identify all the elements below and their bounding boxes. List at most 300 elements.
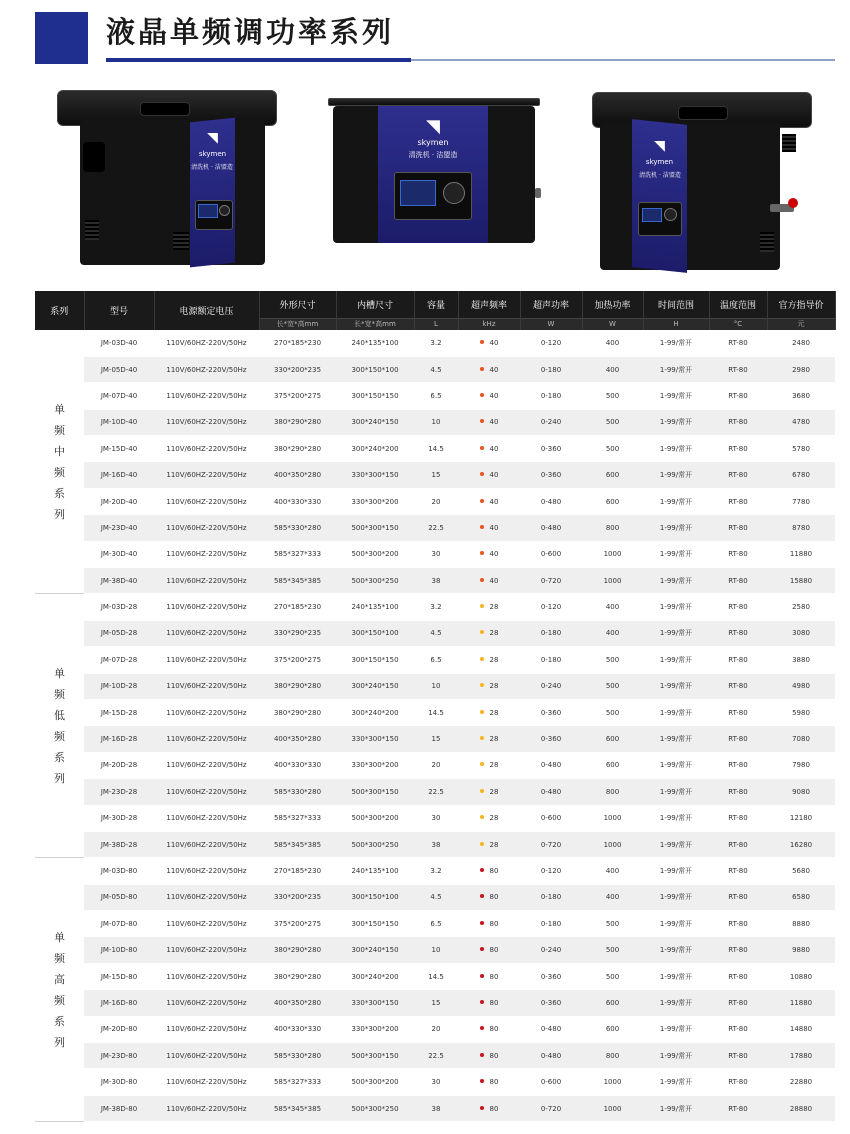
frequency-dot-icon (480, 1106, 484, 1110)
frequency-dot-icon (480, 340, 484, 344)
dolphin-logo-icon: ◥ (207, 130, 218, 146)
ultrasonic-power-cell: 0-600 (520, 541, 582, 567)
inner-size-cell: 300*150*150 (336, 911, 414, 937)
voltage-cell: 110V/60HZ-220V/50Hz (154, 911, 259, 937)
outer-size-cell: 270*185*230 (259, 330, 336, 356)
outer-size-cell: 330*290*235 (259, 620, 336, 646)
frequency-value: 28 (489, 735, 499, 744)
model-cell: JM-05D-28 (84, 620, 154, 646)
series-label-char: 频 (54, 993, 65, 1007)
series-label-char: 频 (54, 687, 65, 701)
frequency-cell (458, 409, 520, 435)
price-cell: 2480 (767, 330, 835, 356)
table-row (35, 330, 835, 356)
dolphin-logo-icon: ◥ (654, 138, 665, 154)
inner-size-cell: 300*150*100 (336, 620, 414, 646)
time-range-cell: 1-99/常开 (643, 673, 709, 699)
price-cell: 5680 (767, 858, 835, 884)
temp-range-cell: RT-80 (709, 911, 767, 937)
ultrasonic-power-cell: 0-180 (520, 647, 582, 673)
temp-range-cell: RT-80 (709, 1016, 767, 1042)
ultrasonic-power-cell: 0-240 (520, 673, 582, 699)
outer-size-cell: 585*327*333 (259, 1069, 336, 1095)
capacity-cell: 38 (414, 831, 458, 857)
table-row (35, 488, 835, 514)
capacity-cell: 15 (414, 990, 458, 1016)
frequency-cell (458, 990, 520, 1016)
table-row (35, 1069, 835, 1095)
frequency-value: 28 (489, 629, 499, 638)
voltage-cell: 110V/60HZ-220V/50Hz (154, 937, 259, 963)
col-header-time-range: 时间范围 (643, 291, 709, 318)
heating-power-cell: 600 (582, 752, 643, 778)
table-row (35, 436, 835, 462)
heating-power-cell: 400 (582, 884, 643, 910)
capacity-cell: 14.5 (414, 963, 458, 989)
capacity-cell: 22.5 (414, 1043, 458, 1069)
series-label-char: 系 (54, 486, 65, 500)
model-cell: JM-20D-40 (84, 488, 154, 514)
inner-size-cell: 300*150*100 (336, 356, 414, 382)
brand-name: skymen (417, 138, 449, 147)
frequency-cell (458, 488, 520, 514)
series-label (35, 858, 84, 1122)
ultrasonic-power-cell: 0-360 (520, 990, 582, 1016)
frequency-dot-icon (480, 604, 484, 608)
brand-name: skymen (198, 150, 227, 158)
frequency-cell (458, 805, 520, 831)
col-header-capacity: 容量 (414, 291, 458, 318)
model-cell: JM-16D-80 (84, 990, 154, 1016)
model-cell: JM-38D-40 (84, 568, 154, 594)
model-cell: JM-05D-80 (84, 884, 154, 910)
temp-range-cell: RT-80 (709, 594, 767, 620)
model-cell: JM-03D-40 (84, 330, 154, 356)
frequency-dot-icon (480, 947, 484, 951)
table-row (35, 858, 835, 884)
time-range-cell: 1-99/常开 (643, 1069, 709, 1095)
time-range-cell: 1-99/常开 (643, 1043, 709, 1069)
frequency-cell (458, 383, 520, 409)
inner-size-cell: 240*135*100 (336, 858, 414, 884)
ultrasonic-power-cell: 0-240 (520, 409, 582, 435)
frequency-dot-icon (480, 1000, 484, 1004)
capacity-cell: 38 (414, 568, 458, 594)
price-cell: 15880 (767, 568, 835, 594)
frequency-cell (458, 356, 520, 382)
model-cell: JM-23D-28 (84, 779, 154, 805)
model-cell: JM-03D-80 (84, 858, 154, 884)
voltage-cell: 110V/60HZ-220V/50Hz (154, 1043, 259, 1069)
frequency-value: 40 (489, 471, 499, 480)
temp-range-cell: RT-80 (709, 779, 767, 805)
frequency-cell (458, 831, 520, 857)
inner-size-cell: 330*300*150 (336, 462, 414, 488)
time-range-cell: 1-99/常开 (643, 937, 709, 963)
outer-size-cell: 585*345*385 (259, 831, 336, 857)
time-range-cell: 1-99/常开 (643, 541, 709, 567)
table-row (35, 963, 835, 989)
table-row (35, 911, 835, 937)
heating-power-cell: 500 (582, 963, 643, 989)
frequency-value: 80 (489, 1104, 499, 1113)
price-cell: 6580 (767, 884, 835, 910)
model-cell: JM-10D-40 (84, 409, 154, 435)
temp-range-cell: RT-80 (709, 673, 767, 699)
outer-size-cell: 585*330*280 (259, 779, 336, 805)
series-label-char: 列 (54, 1035, 65, 1049)
outer-size-cell: 400*330*330 (259, 488, 336, 514)
inner-size-cell: 300*240*150 (336, 673, 414, 699)
voltage-cell: 110V/60HZ-220V/50Hz (154, 963, 259, 989)
capacity-cell: 30 (414, 1069, 458, 1095)
capacity-cell: 10 (414, 673, 458, 699)
inner-size-cell: 300*240*200 (336, 699, 414, 725)
frequency-value: 28 (489, 655, 499, 664)
heating-power-cell: 1000 (582, 1069, 643, 1095)
series-label-char: 高 (54, 972, 65, 986)
price-cell: 2980 (767, 356, 835, 382)
price-cell: 9880 (767, 937, 835, 963)
price-cell: 3880 (767, 647, 835, 673)
model-cell: JM-16D-28 (84, 726, 154, 752)
heating-power-cell: 400 (582, 356, 643, 382)
heating-power-cell: 500 (582, 383, 643, 409)
col-header-inner-size: 内槽尺寸 (336, 291, 414, 318)
outer-size-cell: 270*185*230 (259, 594, 336, 620)
heating-power-cell: 600 (582, 990, 643, 1016)
voltage-cell: 110V/60HZ-220V/50Hz (154, 779, 259, 805)
time-range-cell: 1-99/常开 (643, 911, 709, 937)
voltage-cell: 110V/60HZ-220V/50Hz (154, 488, 259, 514)
inner-size-cell: 330*300*200 (336, 488, 414, 514)
frequency-value: 28 (489, 708, 499, 717)
price-cell: 8880 (767, 911, 835, 937)
col-header-voltage: 电源额定电压 (154, 291, 259, 330)
time-range-cell: 1-99/常开 (643, 1095, 709, 1121)
frequency-dot-icon (480, 683, 484, 687)
time-range-cell: 1-99/常开 (643, 515, 709, 541)
inner-size-cell: 500*300*200 (336, 541, 414, 567)
outer-size-cell: 375*200*275 (259, 647, 336, 673)
capacity-cell: 30 (414, 805, 458, 831)
outer-size-cell: 400*330*330 (259, 752, 336, 778)
heating-power-cell: 600 (582, 1016, 643, 1042)
table-row (35, 541, 835, 567)
outer-size-cell: 585*327*333 (259, 805, 336, 831)
frequency-dot-icon (480, 894, 484, 898)
heating-power-cell: 1000 (582, 805, 643, 831)
heating-power-cell: 400 (582, 620, 643, 646)
capacity-cell: 15 (414, 726, 458, 752)
header-accent-block (35, 12, 88, 64)
price-cell: 12180 (767, 805, 835, 831)
frequency-cell (458, 330, 520, 356)
series-label-char: 低 (54, 708, 65, 722)
ultrasonic-power-cell: 0-360 (520, 699, 582, 725)
table-row (35, 805, 835, 831)
frequency-value: 40 (489, 418, 499, 427)
price-cell: 7980 (767, 752, 835, 778)
price-cell: 5980 (767, 699, 835, 725)
inner-size-cell: 500*300*250 (336, 831, 414, 857)
inner-size-cell: 240*135*100 (336, 594, 414, 620)
frequency-value: 40 (489, 523, 499, 532)
time-range-cell: 1-99/常开 (643, 963, 709, 989)
frequency-value: 80 (489, 1025, 499, 1034)
inner-size-cell: 330*300*150 (336, 990, 414, 1016)
table-row (35, 568, 835, 594)
temp-range-cell: RT-80 (709, 620, 767, 646)
capacity-cell: 3.2 (414, 594, 458, 620)
voltage-cell: 110V/60HZ-220V/50Hz (154, 356, 259, 382)
table-row (35, 726, 835, 752)
unit-ultrasonic-power: W (520, 318, 582, 330)
capacity-cell: 20 (414, 488, 458, 514)
capacity-cell: 6.5 (414, 911, 458, 937)
frequency-value: 40 (489, 444, 499, 453)
voltage-cell: 110V/60HZ-220V/50Hz (154, 673, 259, 699)
voltage-cell: 110V/60HZ-220V/50Hz (154, 436, 259, 462)
capacity-cell: 14.5 (414, 699, 458, 725)
heating-power-cell: 800 (582, 779, 643, 805)
inner-size-cell: 500*300*250 (336, 568, 414, 594)
outer-size-cell: 380*290*280 (259, 937, 336, 963)
unit-temp: °C (709, 318, 767, 330)
frequency-value: 28 (489, 682, 499, 691)
col-header-model: 型号 (84, 291, 154, 330)
heating-power-cell: 1000 (582, 1095, 643, 1121)
time-range-cell: 1-99/常开 (643, 647, 709, 673)
ultrasonic-power-cell: 0-120 (520, 330, 582, 356)
frequency-dot-icon (480, 842, 484, 846)
time-range-cell: 1-99/常开 (643, 383, 709, 409)
frequency-value: 40 (489, 365, 499, 374)
outer-size-cell: 330*200*235 (259, 884, 336, 910)
inner-size-cell: 300*240*150 (336, 937, 414, 963)
temp-range-cell: RT-80 (709, 805, 767, 831)
frequency-cell (458, 884, 520, 910)
outer-size-cell: 330*200*235 (259, 356, 336, 382)
unit-heating-power: W (582, 318, 643, 330)
temp-range-cell: RT-80 (709, 541, 767, 567)
series-label-char: 单 (54, 930, 65, 944)
voltage-cell: 110V/60HZ-220V/50Hz (154, 647, 259, 673)
header-underline-accent (106, 58, 411, 62)
price-cell: 5780 (767, 436, 835, 462)
heating-power-cell: 1000 (582, 831, 643, 857)
model-cell: JM-38D-80 (84, 1095, 154, 1121)
capacity-cell: 3.2 (414, 330, 458, 356)
outer-size-cell: 400*330*330 (259, 1016, 336, 1042)
heating-power-cell: 400 (582, 858, 643, 884)
ultrasonic-power-cell: 0-720 (520, 1095, 582, 1121)
time-range-cell: 1-99/常开 (643, 726, 709, 752)
temp-range-cell: RT-80 (709, 436, 767, 462)
voltage-cell: 110V/60HZ-220V/50Hz (154, 383, 259, 409)
model-cell: JM-38D-28 (84, 831, 154, 857)
table-row (35, 462, 835, 488)
outer-size-cell: 375*200*275 (259, 911, 336, 937)
series-label-char: 单 (54, 666, 65, 680)
frequency-value: 40 (489, 497, 499, 506)
frequency-value: 80 (489, 946, 499, 955)
col-header-ultrasonic-power: 超声功率 (520, 291, 582, 318)
frequency-value: 40 (489, 576, 499, 585)
series-label-char: 系 (54, 1014, 65, 1028)
capacity-cell: 10 (414, 937, 458, 963)
frequency-dot-icon (480, 551, 484, 555)
frequency-dot-icon (480, 1079, 484, 1083)
product-image-right (590, 92, 815, 272)
inner-size-cell: 300*150*100 (336, 884, 414, 910)
capacity-cell: 4.5 (414, 356, 458, 382)
price-cell: 9080 (767, 779, 835, 805)
temp-range-cell: RT-80 (709, 1043, 767, 1069)
outer-size-cell: 585*345*385 (259, 1095, 336, 1121)
inner-size-cell: 330*300*150 (336, 726, 414, 752)
ultrasonic-power-cell: 0-480 (520, 752, 582, 778)
series-label (35, 330, 84, 594)
table-row (35, 937, 835, 963)
frequency-cell (458, 515, 520, 541)
frequency-value: 28 (489, 761, 499, 770)
product-image-left (55, 90, 280, 265)
model-cell: JM-23D-40 (84, 515, 154, 541)
frequency-cell (458, 911, 520, 937)
series-label-char: 频 (54, 423, 65, 437)
frequency-value: 28 (489, 787, 499, 796)
series-label (35, 594, 84, 858)
price-cell: 4980 (767, 673, 835, 699)
time-range-cell: 1-99/常开 (643, 884, 709, 910)
frequency-value: 28 (489, 840, 499, 849)
heating-power-cell: 600 (582, 726, 643, 752)
model-cell: JM-15D-80 (84, 963, 154, 989)
model-cell: JM-23D-80 (84, 1043, 154, 1069)
table-row (35, 699, 835, 725)
heating-power-cell: 1000 (582, 568, 643, 594)
model-cell: JM-15D-28 (84, 699, 154, 725)
temp-range-cell: RT-80 (709, 963, 767, 989)
table-row (35, 1043, 835, 1069)
outer-size-cell: 380*290*280 (259, 409, 336, 435)
frequency-cell (458, 436, 520, 462)
model-cell: JM-15D-40 (84, 436, 154, 462)
capacity-cell: 15 (414, 462, 458, 488)
frequency-value: 80 (489, 893, 499, 902)
frequency-value: 80 (489, 867, 499, 875)
model-cell: JM-07D-28 (84, 647, 154, 673)
frequency-dot-icon (480, 499, 484, 503)
outer-size-cell: 585*345*385 (259, 568, 336, 594)
inner-size-cell: 500*300*150 (336, 779, 414, 805)
frequency-cell (458, 1043, 520, 1069)
frequency-cell (458, 1069, 520, 1095)
capacity-cell: 3.2 (414, 858, 458, 884)
price-cell: 3680 (767, 383, 835, 409)
unit-frequency: kHz (458, 318, 520, 330)
temp-range-cell: RT-80 (709, 356, 767, 382)
temp-range-cell: RT-80 (709, 699, 767, 725)
outer-size-cell: 585*330*280 (259, 515, 336, 541)
unit-outer-size: 长*宽*高mm (259, 318, 336, 330)
price-cell: 28880 (767, 1095, 835, 1121)
frequency-value: 80 (489, 1051, 499, 1060)
frequency-value: 40 (489, 550, 499, 559)
product-image-front (328, 98, 548, 243)
frequency-cell (458, 699, 520, 725)
outer-size-cell: 380*290*280 (259, 963, 336, 989)
outer-size-cell: 585*327*333 (259, 541, 336, 567)
heating-power-cell: 800 (582, 515, 643, 541)
frequency-cell (458, 620, 520, 646)
temp-range-cell: RT-80 (709, 752, 767, 778)
ultrasonic-power-cell: 0-240 (520, 937, 582, 963)
time-range-cell: 1-99/常开 (643, 699, 709, 725)
frequency-dot-icon (480, 472, 484, 476)
brand-name: skymen (645, 158, 674, 166)
frequency-dot-icon (480, 578, 484, 582)
inner-size-cell: 300*240*200 (336, 963, 414, 989)
heating-power-cell: 600 (582, 462, 643, 488)
outer-size-cell: 380*290*280 (259, 436, 336, 462)
table-row (35, 594, 835, 620)
ultrasonic-power-cell: 0-180 (520, 911, 582, 937)
ultrasonic-power-cell: 0-480 (520, 515, 582, 541)
outer-size-cell: 585*330*280 (259, 1043, 336, 1069)
price-cell: 3080 (767, 620, 835, 646)
col-header-frequency: 超声频率 (458, 291, 520, 318)
voltage-cell: 110V/60HZ-220V/50Hz (154, 884, 259, 910)
inner-size-cell: 500*300*200 (336, 1069, 414, 1095)
heating-power-cell: 600 (582, 488, 643, 514)
table-row (35, 779, 835, 805)
ultrasonic-power-cell: 0-600 (520, 1069, 582, 1095)
frequency-cell (458, 1095, 520, 1121)
table-row (35, 409, 835, 435)
temp-range-cell: RT-80 (709, 1095, 767, 1121)
temp-range-cell: RT-80 (709, 884, 767, 910)
inner-size-cell: 330*300*200 (336, 752, 414, 778)
temp-range-cell: RT-80 (709, 726, 767, 752)
heating-power-cell: 500 (582, 409, 643, 435)
temp-range-cell: RT-80 (709, 409, 767, 435)
frequency-dot-icon (480, 921, 484, 925)
frequency-dot-icon (480, 393, 484, 397)
frequency-value: 28 (489, 814, 499, 823)
ultrasonic-power-cell: 0-360 (520, 963, 582, 989)
price-cell: 6780 (767, 462, 835, 488)
capacity-cell: 22.5 (414, 515, 458, 541)
price-cell: 22880 (767, 1069, 835, 1095)
capacity-cell: 6.5 (414, 383, 458, 409)
frequency-cell (458, 1016, 520, 1042)
time-range-cell: 1-99/常开 (643, 488, 709, 514)
price-cell: 17880 (767, 1043, 835, 1069)
col-header-price: 官方指导价 (767, 291, 835, 318)
inner-size-cell: 500*300*200 (336, 805, 414, 831)
price-cell: 4780 (767, 409, 835, 435)
model-cell: JM-07D-80 (84, 911, 154, 937)
temp-range-cell: RT-80 (709, 647, 767, 673)
frequency-cell (458, 726, 520, 752)
brand-tagline: 清洗机 · 洁盟造 (408, 151, 458, 159)
table-row (35, 647, 835, 673)
frequency-cell (458, 462, 520, 488)
frequency-dot-icon (480, 630, 484, 634)
unit-inner-size: 长*宽*高mm (336, 318, 414, 330)
